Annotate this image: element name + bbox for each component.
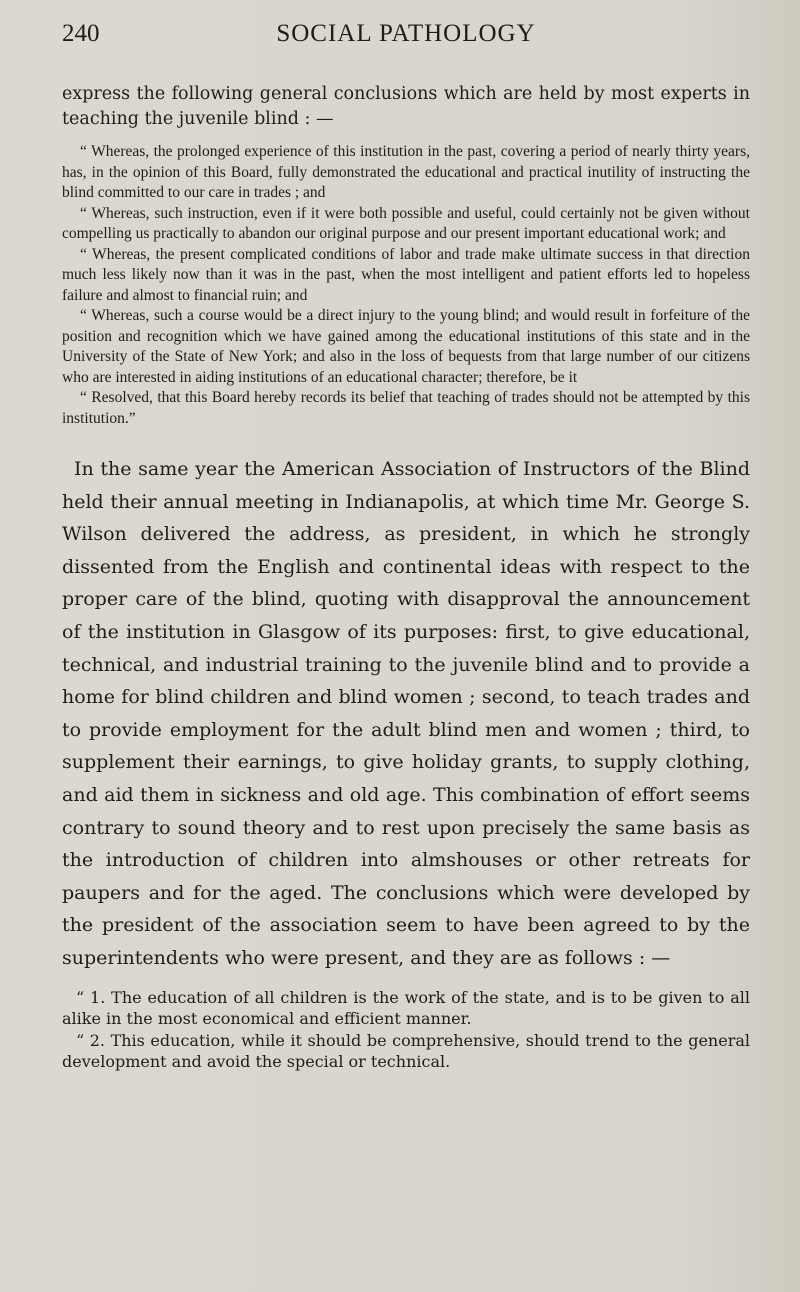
conclusion-item: “ 1. The education of all children is the work of the state, and is to be given to all alike in the most economical and efficient manner. [62,987,750,1028]
resolution-paragraph: “ Resolved, that this Board hereby records its belief that teaching of trades should not be attempted by this institution.” [62,389,750,427]
main-paragraph: In the same year the American Association of Instructors of the Blind held their annual meeting in Indianapolis, at which time Mr. George S. Wilson delivered the address, as president, in which he strongly dissented from the English and continental ideas with respect to the proper care of the blind, quoting with disapproval the announcement of the institution in Glasgow of its purposes: first, to give educational, technical, and industrial training to the juvenile blind and to provide a home for blind children and blind women ; second, to teach trades and to provide employment for the adult blind men and women ; third, to supplement their earnings, to give holiday grants, to supply clothing, and aid them in sickness and old age. This combination of effort seems contrary to sound theory and to rest upon precisely the same basis as the introduction of children into almshouses or other retreats for paupers and for the aged. The conclusions which were developed by the president of the association seem to have been agreed to by the superintendents who were present, and they are as follows : — [62,458,750,969]
lead-paragraph: express the following general conclusions which are held by most experts in teaching the juvenile blind : — [62,84,750,129]
resolution-paragraph: “ Whereas, such instruction, even if it were both possible and useful, could certainly not be given without compelling us practically to abandon our original purpose and our present important educational work; and [62,204,750,242]
page-header [62,14,750,54]
page-number: 240 [62,20,100,47]
resolution-paragraph: “ Whereas, the prolonged experience of this institution in the past, covering a period of nearly thirty years, has, in the opinion of this Board, fully demonstrated the educational and practical inutility of instructing the blind committed to our care in trades ; and [62,143,750,201]
conclusion-item: “ 2. This education, while it should be comprehensive, should trend to the general development and avoid the special or technical. [62,1030,750,1071]
resolution-paragraph: “ Whereas, such a course would be a direct injury to the young blind; and would result in forfeiture of the position and recognition which we have gained among the educational institutions of this state and in the University of the State of New York; and also in the loss of bequests from that large number of our citizens who are interested in aiding institutions of an educational character; therefore, be it [62,307,750,386]
running-head: SOCIAL PATHOLOGY [276,20,536,47]
board-resolutions [62,142,750,429]
resolution-paragraph: “ Whereas, the present complicated conditions of labor and trade make ultimate success in that direction much less likely now than it was in the past, when the most intelligent and patient efforts led to hopeless failure and almost to financial ruin; and [62,245,750,304]
conclusions-list [62,987,750,1073]
